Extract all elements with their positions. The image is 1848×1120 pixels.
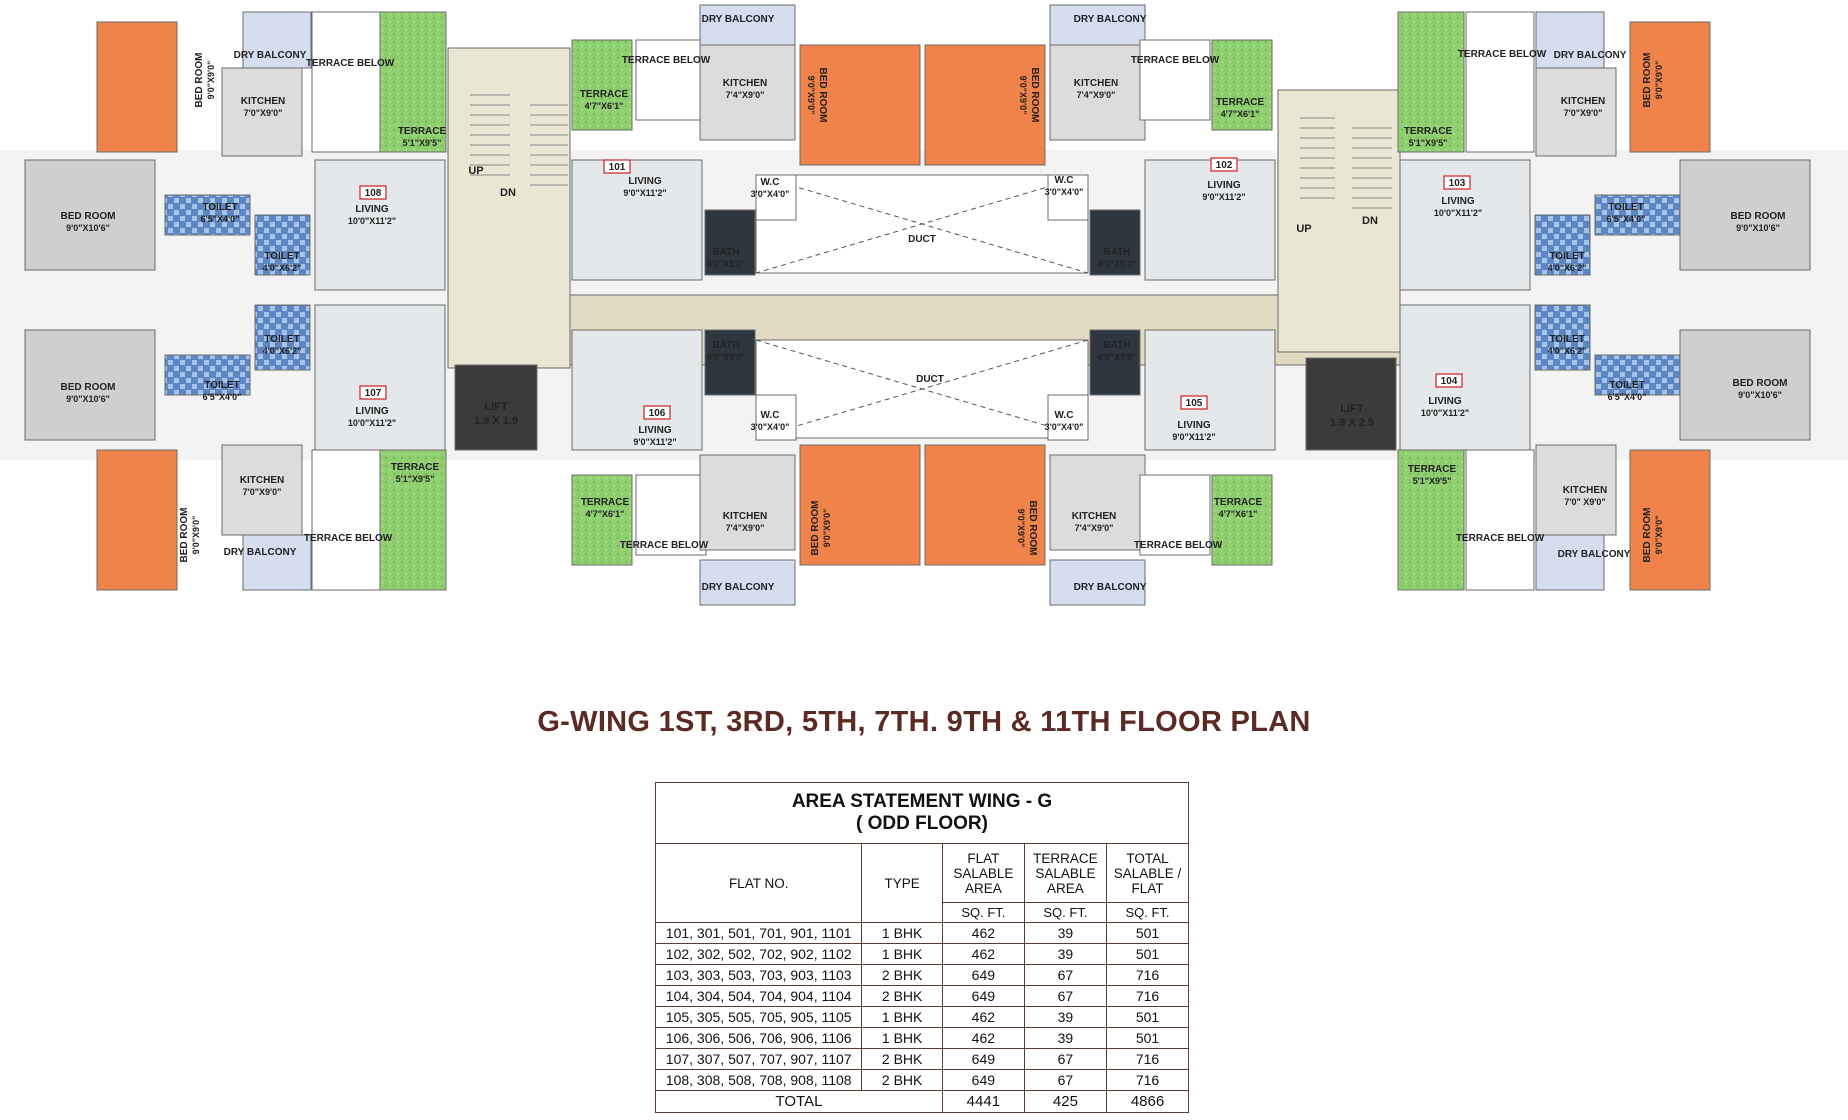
unit-flat-area: SQ. FT.	[942, 903, 1024, 923]
room-size-kitchen: 7'4"X9'0"	[725, 523, 765, 533]
room-label-kitchen: KITCHEN	[1562, 485, 1608, 496]
cell-terrace-area: 39	[1024, 923, 1106, 944]
room-terrace-below	[1466, 12, 1534, 152]
room-size-toilet: 6'5"X4'0"	[1606, 214, 1646, 224]
room-label-toilet: TOILET	[1609, 380, 1645, 391]
table-row	[656, 1028, 1189, 1049]
room-label-bed-room: BED ROOM	[1642, 52, 1653, 108]
stair-dn-label: DN	[1362, 215, 1378, 227]
room-label-terrace: TERRACE	[1213, 497, 1263, 508]
cell-terrace-area: 39	[1024, 1028, 1106, 1049]
room-label-living: LIVING	[355, 204, 389, 215]
room-label-kitchen: KITCHEN	[1073, 78, 1119, 89]
table-total-row	[656, 1091, 1189, 1113]
room-label-bath: BATH	[1103, 247, 1131, 258]
room-size-bed-room: 9'0"X9'0"	[206, 60, 216, 100]
room-living	[572, 330, 702, 450]
room-kitchen	[1050, 455, 1145, 550]
room-terrace-below	[1466, 450, 1534, 590]
room-label-bed-room: BED ROOM	[60, 382, 116, 393]
room-size-terrace: 5'1"X9'5"	[402, 138, 442, 148]
room-size-bed-room: 9'0"X10'6"	[1738, 390, 1782, 400]
room-label-dry-balcony: DRY BALCONY	[1553, 50, 1627, 61]
room-bed-room	[925, 445, 1045, 565]
room-living	[315, 305, 445, 450]
table-row	[656, 965, 1189, 986]
lift-size: 1.9 X 2.5	[1329, 417, 1375, 429]
room-label-bed-room: BED ROOM	[1642, 507, 1653, 563]
room-size-terrace: 5'1"X9'5"	[1412, 476, 1452, 486]
lift-size: 1.9 X 1.9	[473, 415, 519, 427]
col-total-salable: TOTAL SALABLE / FLAT	[1107, 844, 1189, 903]
table-row	[656, 1070, 1189, 1091]
staircase-left	[448, 48, 570, 368]
cell-total: 716	[1107, 1049, 1189, 1070]
room-label-terrace-below: TERRACE BELOW	[1130, 55, 1220, 66]
room-label-terrace-below: TERRACE BELOW	[1457, 49, 1547, 60]
room-label-toilet: TOILET	[202, 202, 238, 213]
room-label-terrace-below: TERRACE BELOW	[303, 533, 393, 544]
cell-total: 501	[1107, 1028, 1189, 1049]
room-label-terrace-below: TERRACE BELOW	[621, 55, 711, 66]
room-label-bath: BATH	[712, 247, 740, 258]
lift-label: LIFT	[484, 401, 508, 413]
room-size-toilet: 6'5"X4'0"	[200, 214, 240, 224]
room-size-w-c: 3'0"X4'0"	[1044, 187, 1084, 197]
room-size-toilet: 4'0"X6'2"	[262, 263, 302, 273]
cell-total: 501	[1107, 1007, 1189, 1028]
room-label-bed-room: BED ROOM	[817, 67, 828, 123]
room-label-bed-room: BED ROOM	[194, 52, 205, 108]
room-size-kitchen: 7'4"X9'0"	[1074, 523, 1114, 533]
flat-number: 106	[648, 408, 666, 419]
cell-total: 501	[1107, 944, 1189, 965]
room-size-bed-room: 9'0"X10'6"	[66, 394, 110, 404]
flat-number: 108	[364, 188, 382, 199]
room-label-terrace: TERRACE	[1403, 126, 1453, 137]
room-size-kitchen: 7'0" X9'0"	[1564, 497, 1606, 507]
room-label-terrace-below: TERRACE BELOW	[619, 540, 709, 551]
cell-total: 716	[1107, 965, 1189, 986]
stair-dn-label: DN	[500, 187, 516, 199]
room-size-bed-room: 9'0"X10'6"	[66, 223, 110, 233]
room-terrace	[572, 475, 632, 565]
room-label-terrace-below: TERRACE BELOW	[305, 58, 395, 69]
room-label-toilet: TOILET	[204, 380, 240, 391]
room-size-terrace: 4'7"X6'1"	[1220, 109, 1260, 119]
room-terrace-below	[1140, 40, 1210, 120]
room-size-w-c: 3'0"X4'0"	[750, 422, 790, 432]
duct-label: DUCT	[908, 234, 936, 245]
room-label-kitchen: KITCHEN	[240, 96, 286, 107]
room-size-bath: 4'0"X5'0"	[706, 352, 746, 362]
cell-flat-area: 649	[942, 986, 1024, 1007]
room-label-dry-balcony: DRY BALCONY	[701, 582, 775, 593]
cell-flat-area: 649	[942, 965, 1024, 986]
cell-total: 716	[1107, 986, 1189, 1007]
room-label-bath: BATH	[1103, 340, 1131, 351]
cell-type: 2 BHK	[862, 965, 942, 986]
room-size-bed-room: 9'0"X9'0"	[806, 75, 816, 115]
cell-type: 1 BHK	[862, 1028, 942, 1049]
room-label-terrace: TERRACE	[580, 497, 630, 508]
room-kitchen	[700, 455, 795, 550]
cell-flat-no: 106, 306, 506, 706, 906, 1106	[656, 1028, 862, 1049]
room-size-kitchen: 7'4"X9'0"	[725, 90, 765, 100]
room-terrace-below	[636, 40, 706, 120]
room-size-living: 10'0"X11'2"	[347, 216, 397, 226]
flat-number: 107	[364, 388, 382, 399]
cell-type: 1 BHK	[862, 923, 942, 944]
cell-flat-area: 649	[942, 1070, 1024, 1091]
room-size-toilet: 4'0"X6'2"	[1547, 346, 1587, 356]
cell-flat-area: 649	[942, 1049, 1024, 1070]
unit-terrace-area: SQ. FT.	[1024, 903, 1106, 923]
room-label-kitchen: KITCHEN	[722, 511, 768, 522]
room-size-bed-room: 9'0"X9'0"	[1016, 508, 1026, 548]
room-size-bed-room: 9'0"X10'6"	[1736, 223, 1780, 233]
table-row	[656, 1007, 1189, 1028]
room-label-living: LIVING	[1428, 396, 1462, 407]
unit-total: SQ. FT.	[1107, 903, 1189, 923]
room-label-w-c: W.C	[1054, 410, 1074, 421]
cell-flat-no: 104, 304, 504, 704, 904, 1104	[656, 986, 862, 1007]
room-label-bed-room: BED ROOM	[810, 500, 821, 556]
room-label-bed-room: BED ROOM	[1732, 378, 1788, 389]
total-flat-area: 4441	[942, 1091, 1024, 1113]
room-label-kitchen: KITCHEN	[239, 475, 285, 486]
room-size-kitchen: 7'4"X9'0"	[1076, 90, 1116, 100]
room-label-bed-room: BED ROOM	[179, 507, 190, 563]
cell-total: 716	[1107, 1070, 1189, 1091]
cell-flat-no: 102, 302, 502, 702, 902, 1102	[656, 944, 862, 965]
room-size-kitchen: 7'0"X9'0"	[1563, 108, 1603, 118]
room-label-bath: BATH	[712, 340, 740, 351]
room-label-dry-balcony: DRY BALCONY	[223, 547, 297, 558]
room-label-terrace: TERRACE	[1407, 464, 1457, 475]
room-size-bed-room: 9'0"X9'0"	[822, 508, 832, 548]
table-heading	[656, 783, 1189, 844]
room-size-toilet: 6'5"X4'0"	[202, 392, 242, 402]
room-label-toilet: TOILET	[1549, 334, 1585, 345]
room-size-living: 9'0"X11'2"	[1202, 192, 1246, 202]
room-terrace	[572, 40, 632, 130]
flat-number: 105	[1185, 398, 1203, 409]
cell-flat-no: 105, 305, 505, 705, 905, 1105	[656, 1007, 862, 1028]
room-size-bed-room: 9'0"X9'0"	[1018, 75, 1028, 115]
cell-flat-area: 462	[942, 923, 1024, 944]
room-size-w-c: 3'0"X4'0"	[1044, 422, 1084, 432]
table-row	[656, 923, 1189, 944]
table-heading-line2: ( ODD FLOOR)	[856, 813, 988, 834]
room-size-bed-room: 9'0"X9'0"	[1654, 60, 1664, 100]
room-label-dry-balcony: DRY BALCONY	[701, 14, 775, 25]
room-label-living: LIVING	[628, 176, 662, 187]
room-size-bed-room: 9'0"X9'0"	[191, 515, 201, 555]
room-label-bed-room: BED ROOM	[1029, 67, 1040, 123]
room-label-living: LIVING	[1207, 180, 1241, 191]
room-dry-balcony	[243, 535, 311, 590]
room-label-kitchen: KITCHEN	[1560, 96, 1606, 107]
floor-plan-title: G-WING 1ST, 3RD, 5TH, 7TH. 9TH & 11TH FLOOR PLAN	[537, 706, 1311, 738]
room-label-kitchen: KITCHEN	[1071, 511, 1117, 522]
flat-number: 104	[1440, 376, 1458, 387]
area-statement-table	[655, 782, 1189, 1113]
table-row	[656, 986, 1189, 1007]
total-terrace-area: 425	[1024, 1091, 1106, 1113]
room-size-living: 10'0"X11'2"	[1420, 408, 1470, 418]
room-size-terrace: 4'7"X6'1"	[1218, 509, 1258, 519]
cell-terrace-area: 67	[1024, 965, 1106, 986]
room-label-bed-room: BED ROOM	[1027, 500, 1038, 556]
cell-type: 1 BHK	[862, 1007, 942, 1028]
room-label-toilet: TOILET	[1608, 202, 1644, 213]
room-size-w-c: 3'0"X4'0"	[750, 189, 790, 199]
cell-flat-area: 462	[942, 1007, 1024, 1028]
room-terrace-below	[312, 450, 380, 590]
room-label-dry-balcony: DRY BALCONY	[233, 50, 307, 61]
stair-up-label: UP	[468, 165, 484, 177]
room-label-living: LIVING	[638, 425, 672, 436]
cell-flat-no: 103, 303, 503, 703, 903, 1103	[656, 965, 862, 986]
room-label-terrace: TERRACE	[1215, 97, 1265, 108]
room-size-terrace: 4'7"X6'1"	[585, 509, 625, 519]
cell-flat-no: 108, 308, 508, 708, 908, 1108	[656, 1070, 862, 1091]
room-label-toilet: TOILET	[264, 251, 300, 262]
room-size-living: 9'0"X11'2"	[1172, 432, 1216, 442]
cell-terrace-area: 39	[1024, 944, 1106, 965]
cell-flat-area: 462	[942, 944, 1024, 965]
room-size-terrace: 5'1"X9'5"	[395, 474, 435, 484]
room-dry-balcony	[1050, 5, 1145, 45]
room-dry-balcony	[1536, 535, 1604, 590]
room-label-dry-balcony: DRY BALCONY	[1073, 582, 1147, 593]
room-size-terrace: 5'1"X9'5"	[1408, 138, 1448, 148]
room-label-w-c: W.C	[1054, 175, 1074, 186]
room-size-living: 9'0"X11'2"	[633, 437, 677, 447]
cell-flat-area: 462	[942, 1028, 1024, 1049]
lift-label: LIFT	[1340, 403, 1364, 415]
col-flat-salable-area: FLAT SALABLE AREA	[942, 844, 1024, 903]
room-living	[1145, 160, 1275, 280]
room-label-toilet: TOILET	[264, 334, 300, 345]
room-label-dry-balcony: DRY BALCONY	[1073, 14, 1147, 25]
col-terrace-salable-area: TERRACE SALABLE AREA	[1024, 844, 1106, 903]
room-terrace-below	[312, 12, 380, 152]
cell-terrace-area: 67	[1024, 1070, 1106, 1091]
room-label-dry-balcony: DRY BALCONY	[1557, 549, 1631, 560]
room-label-living: LIVING	[355, 406, 389, 417]
room-label-living: LIVING	[1177, 420, 1211, 431]
room-dry-balcony	[700, 5, 795, 45]
table-row	[656, 944, 1189, 965]
table-row	[656, 1049, 1189, 1070]
staircase-right	[1278, 90, 1400, 352]
room-label-bed-room: BED ROOM	[1730, 211, 1786, 222]
room-size-bath: 4'0"X5'0"	[706, 259, 746, 269]
room-size-living: 9'0"X11'2"	[623, 188, 667, 198]
room-label-bed-room: BED ROOM	[60, 211, 116, 222]
room-label-living: LIVING	[1441, 196, 1475, 207]
room-label-terrace: TERRACE	[579, 89, 629, 100]
room-label-terrace: TERRACE	[390, 462, 440, 473]
room-bed-room	[97, 450, 177, 590]
col-type: TYPE	[862, 844, 942, 923]
total-salable: 4866	[1107, 1091, 1189, 1113]
room-bed-room	[97, 22, 177, 152]
room-label-w-c: W.C	[760, 410, 780, 421]
cell-terrace-area: 67	[1024, 986, 1106, 1007]
room-label-terrace-below: TERRACE BELOW	[1133, 540, 1223, 551]
room-size-toilet: 4'0"X6'2"	[1547, 263, 1587, 273]
room-size-living: 10'0"X11'2"	[347, 418, 397, 428]
room-size-bath: 4'0"X5'0"	[1097, 352, 1137, 362]
room-size-kitchen: 7'0"X9'0"	[242, 487, 282, 497]
room-size-living: 10'0"X11'2"	[1433, 208, 1483, 218]
room-living	[1400, 305, 1530, 450]
flat-number: 103	[1448, 178, 1466, 189]
flat-number: 101	[608, 162, 626, 173]
room-size-kitchen: 7'0"X9'0"	[243, 108, 283, 118]
table-heading-line1: AREA STATEMENT WING - G	[791, 791, 1053, 812]
cell-total: 501	[1107, 923, 1189, 944]
room-size-toilet: 6'5"X4'0"	[1607, 392, 1647, 402]
room-size-toilet: 4'0"X6'2"	[262, 346, 302, 356]
room-size-bed-room: 9'0"X9'0"	[1654, 515, 1664, 555]
stair-up-label: UP	[1296, 223, 1312, 235]
room-label-kitchen: KITCHEN	[722, 78, 768, 89]
cell-terrace-area: 39	[1024, 1007, 1106, 1028]
cell-type: 2 BHK	[862, 986, 942, 1007]
room-label-toilet: TOILET	[1549, 251, 1585, 262]
col-flat-no: FLAT NO.	[656, 844, 862, 923]
cell-type: 2 BHK	[862, 1070, 942, 1091]
room-label-terrace-below: TERRACE BELOW	[1455, 533, 1545, 544]
duct-label: DUCT	[916, 374, 944, 385]
cell-flat-no: 107, 307, 507, 707, 907, 1107	[656, 1049, 862, 1070]
cell-flat-no: 101, 301, 501, 701, 901, 1101	[656, 923, 862, 944]
flat-number: 102	[1215, 160, 1233, 171]
room-terrace	[1212, 475, 1272, 565]
cell-type: 1 BHK	[862, 944, 942, 965]
cell-terrace-area: 67	[1024, 1049, 1106, 1070]
room-label-w-c: W.C	[760, 177, 780, 188]
room-label-terrace: TERRACE	[397, 126, 447, 137]
total-label: TOTAL	[656, 1091, 943, 1113]
room-size-terrace: 4'7"X6'1"	[584, 101, 624, 111]
room-size-bath: 4'0"X5'0"	[1097, 259, 1137, 269]
cell-type: 2 BHK	[862, 1049, 942, 1070]
